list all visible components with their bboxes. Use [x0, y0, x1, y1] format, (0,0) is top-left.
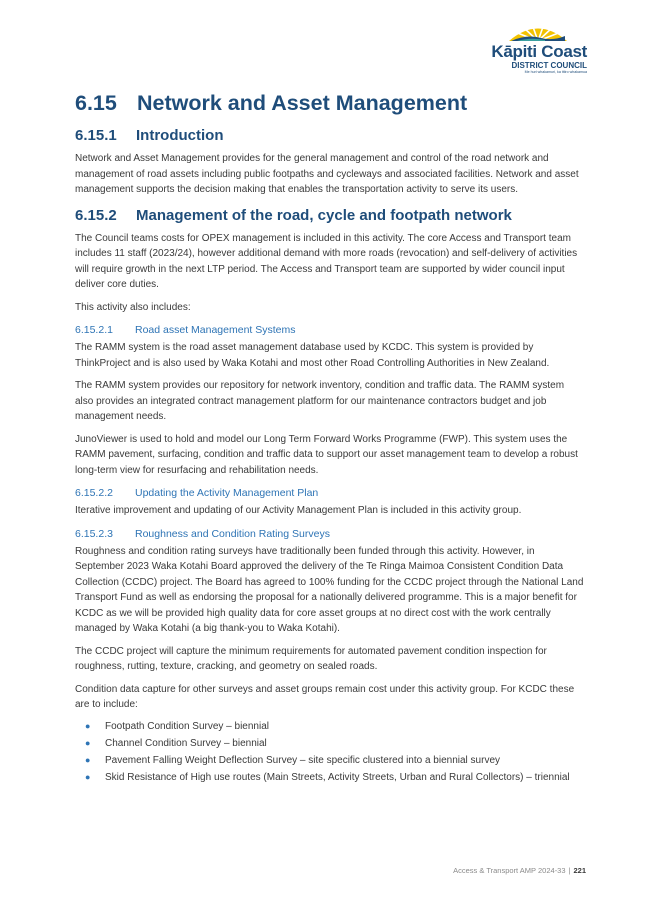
roughness-paragraph: Roughness and condition rating surveys have traditionally been funded through this activity. However, in September 2023 Waka Kotahi Board approved the delivery of the Te Ringa Maimoa Consistent Condition Data Collection (CCDC) project. The Board has agreed to 100% funding for the CCDC project through the National Land Transport Fund as well as endorsing the proposal for a nationally delivered programme. This is a major benefit for KCDC as we will be provided high quality data for core asset groups at no direct cost with the work centrally managed by Waka Kotahi (a big thank-you to Waka Kotahi). [75, 545, 584, 634]
section-heading [75, 88, 585, 118]
roughness-paragraph: Condition data capture for other surveys and asset groups remain cost under this activity group. For KCDC these are to include: [75, 683, 575, 710]
amp-heading [75, 485, 585, 501]
management-paragraph: This activity also includes: [75, 301, 191, 313]
page-content [75, 88, 585, 787]
amp-title: Updating the Activity Management Plan [135, 487, 319, 499]
management-title: Management of the road, cycle and footpath network [136, 206, 512, 224]
bullet-icon: ● [85, 754, 91, 765]
list-item [75, 736, 585, 752]
list-item [75, 753, 585, 769]
roughness-paragraph: The CCDC project will capture the minimum requirements for automated pavement condition inspection for roughness, rutting, texture, cracking, and geometry on sealed roads. [75, 645, 547, 672]
amp-paragraph: Iterative improvement and updating of our Activity Management Plan is included in this activity group. [75, 505, 522, 516]
section-number: 6.15 [75, 91, 117, 115]
management-paragraph: The Council teams costs for OPEX management is included in this activity. The core Access and Transport team includes 11 staff (2023/24), however additional demand with more roads (revocation) and self-delivery of activities will require growth in the next LTP period. The Access and Transport team are supported by wider council input deliver core duties. [75, 232, 578, 290]
ramm-paragraph: The RAMM system is the road asset management database used by KCDC. This system is provided by ThinkProject and is also used by Waka Kotahi and most other Road Controlling Authorities in New Zealand. [75, 342, 550, 369]
list-item-text: Pavement Falling Weight Deflection Survey – site specific clustered into a biennial survey [105, 754, 501, 766]
page-footer [453, 866, 586, 875]
council-logo [472, 22, 587, 75]
list-item-text: Skid Resistance of High use routes (Main Streets, Activity Streets, Urban and Rural Collectors) – triennial [105, 771, 570, 783]
bullet-icon: ● [85, 737, 91, 748]
introduction-number: 6.15.1 [75, 127, 117, 144]
introduction-paragraph: Network and Asset Management provides for the general management and control of the road network and management of road assets including public footpaths and cycleways and associated facilities. Network and asset management supports the decision making that enables the transportation activity to serve its users. [75, 153, 579, 195]
amp-number: 6.15.2.2 [75, 487, 113, 499]
logo-name: Kāpiti Coast [491, 42, 587, 61]
survey-list [75, 719, 585, 786]
sunburst-icon [507, 22, 569, 42]
management-number: 6.15.2 [75, 206, 117, 224]
bullet-icon: ● [85, 771, 91, 782]
ramm-paragraph: The RAMM system provides our repository for network inventory, condition and traffic data. The RAMM system also provides an integrated contract management platform for our maintenance contractors budget and job management needs. [75, 380, 565, 422]
section-title: Network and Asset Management [137, 91, 468, 115]
roughness-number: 6.15.2.3 [75, 527, 113, 540]
logo-tagline: Me huri whakamuri, ka titiro whakamua [524, 70, 587, 74]
ramm-heading [75, 322, 585, 338]
ramm-title: Road asset Management Systems [135, 324, 296, 336]
roughness-heading [75, 526, 585, 542]
introduction-title: Introduction [136, 127, 224, 144]
ramm-paragraph: JunoViewer is used to hold and model our Long Term Forward Works Programme (FWP). This system uses the RAMM pavement, surfacing, condition and traffic data to support our asset management team to develop a robust long-term view for resurfacing and rehabilitation needs. [75, 433, 578, 476]
roughness-title: Roughness and Condition Rating Surveys [135, 527, 330, 540]
logo-subtitle: DISTRICT COUNCIL [511, 61, 587, 70]
footer-document-title: Access & Transport AMP 2024-33 [453, 866, 566, 875]
introduction-heading [75, 125, 585, 147]
bullet-icon: ● [85, 720, 91, 731]
list-item-text: Footpath Condition Survey – biennial [105, 720, 269, 732]
management-heading [75, 205, 585, 227]
footer-separator: | [568, 866, 571, 875]
list-item [75, 719, 585, 735]
list-item [75, 770, 585, 786]
page-number: 221 [573, 866, 586, 875]
ramm-number: 6.15.2.1 [75, 324, 113, 336]
list-item-text: Channel Condition Survey – biennial [105, 737, 267, 749]
